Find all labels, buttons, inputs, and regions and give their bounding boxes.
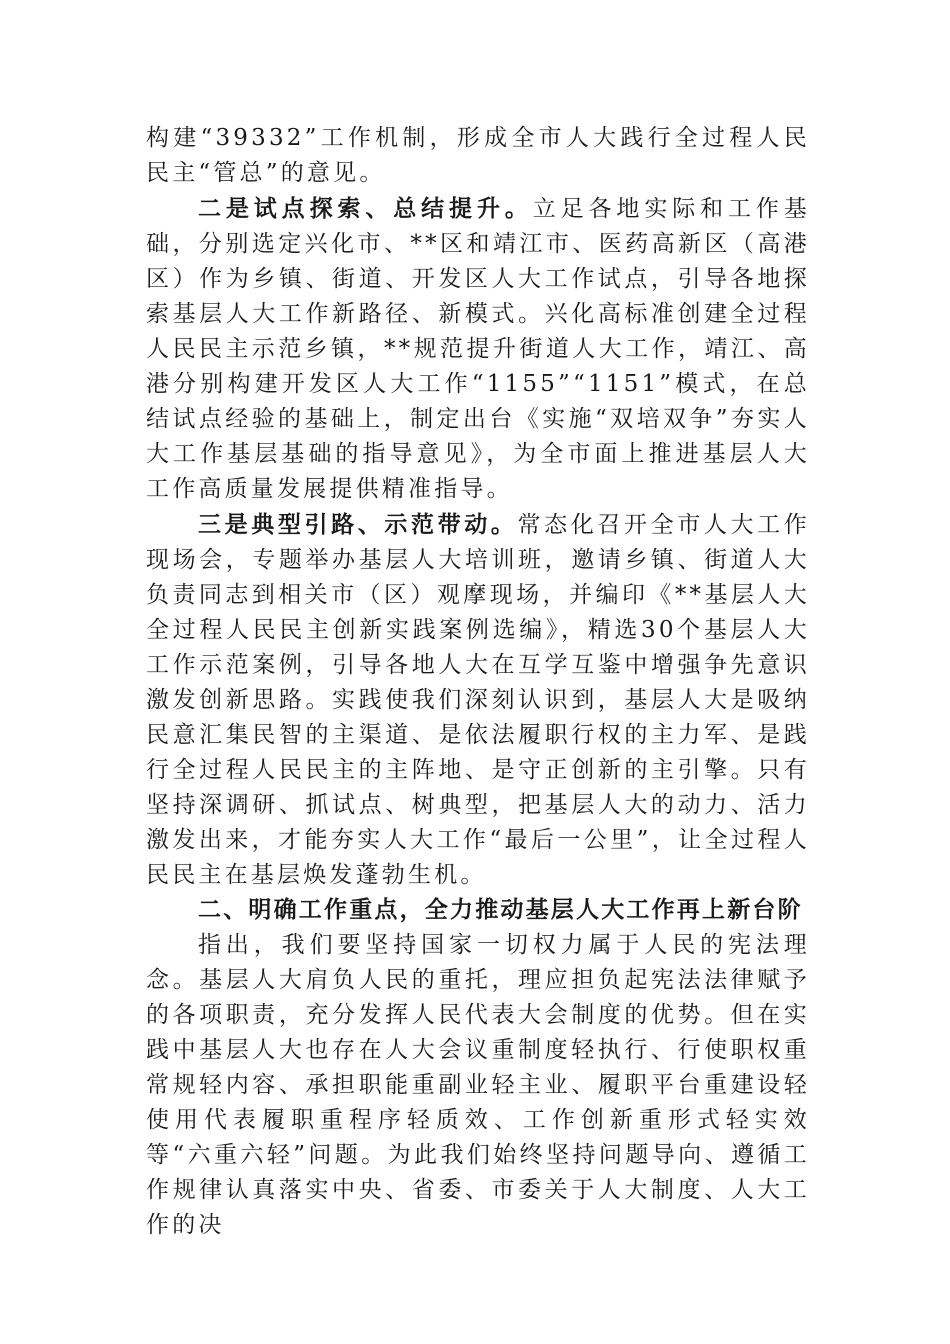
paragraph-continuation: 构建“39332”工作机制，形成全市人大践行全过程人民民主“管总”的意见。 bbox=[146, 125, 810, 186]
paragraph-constitutional-concept: 指出，我们要坚持国家一切权力属于人民的宪法理念。基层人大肩负人民的重托，理应担负起宪法法律赋予的各项职责，充分发挥人民代表大会制度的优势。但在实践中基层人大也存在人大会议重制度轻执行、行使职权重常规轻内容、承担职能重副业轻主业、履职平台重建设轻使用代表履职重程序轻质效、工作创新重形式轻实效等“六重六轻”问题。为此我们始终坚持问题导向、遵循工作规律认真落实中央、省委、市委关于人大制度、人大工作的决 bbox=[146, 932, 810, 1238]
section-heading-2: 二、明确工作重点，全力推动基层人大工作再上新台阶 bbox=[198, 897, 803, 923]
paragraph-typical-demonstration bbox=[146, 507, 810, 893]
paragraph-lead-typical: 三是典型引路、示范带动。 bbox=[198, 511, 518, 538]
paragraph-pilot-exploration bbox=[146, 191, 810, 507]
document-page bbox=[146, 121, 810, 1243]
paragraph-body-typical: 常态化召开全市人大工作现场会，专题举办基层人大培训班，邀请乡镇、街道人大负责同志到相关市（区）观摩现场，并编印《**基层人大全过程人民民主创新实践案例选编》，精选30个基层人大工作示范案例，引导各地人大在互学互鉴中增强争先意识激发创新思路。实践使我们深刻认识到，基层人大是吸纳民意汇集民智的主渠道、是依法履职行权的主力军、是践行全过程人民民主的主阵地、是守正创新的主引擎。只有坚持深调研、抓试点、树典型，把基层人大的动力、活力激发出来，才能夯实人大工作“最后一公里”，让全过程人民民主在基层焕发蓬勃生机。 bbox=[146, 512, 810, 888]
paragraph-lead-pilot: 二是试点探索、总结提升。 bbox=[198, 195, 533, 222]
paragraph-body-pilot: 立足各地实际和工作基础，分别选定兴化市、**区和靖江市、医药高新区（高港区）作为乡镇、街道、开发区人大工作试点，引导各地探索基层人大工作新路径、新模式。兴化高标准创建全过程人民民主示范乡镇，**规范提升街道人大工作，靖江、高港分别构建开发区人大工作“1155”“1151”模式，在总结试点经验的基础上，制定出台《实施“双培双争”夯实人大工作基层基础的指导意见》，为全市面上推进基层人大工作高质量发展提供精准指导。 bbox=[146, 196, 811, 502]
